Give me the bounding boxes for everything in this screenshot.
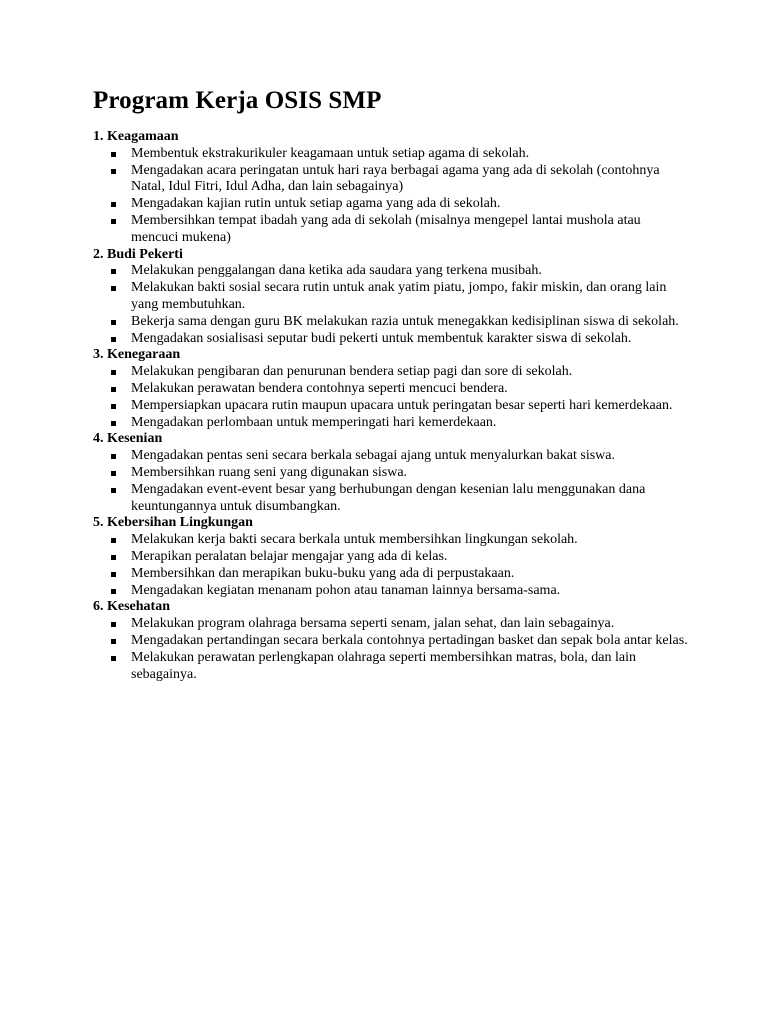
section <box>93 347 688 431</box>
square-bullet-icon <box>111 152 116 157</box>
section <box>93 515 688 599</box>
section-heading: 2. Budi Pekerti <box>93 246 183 262</box>
section <box>93 247 688 348</box>
square-bullet-icon <box>111 572 116 577</box>
list-item <box>93 381 688 398</box>
list-item-text: Melakukan kerja bakti secara berkala untuk membersihkan lingkungan sekolah. <box>131 532 578 548</box>
square-bullet-icon <box>111 538 116 543</box>
section-heading: 5. Kebersihan Lingkungan <box>93 515 253 531</box>
bullet-list <box>93 532 688 599</box>
bullet-list <box>93 263 688 347</box>
section-heading: 3. Kenegaraan <box>93 347 181 363</box>
section-heading: 6. Kesehatan <box>93 599 170 615</box>
list-item <box>93 583 688 600</box>
list-item-text: Melakukan program olahraga bersama seperti senam, jalan sehat, dan lain sebagainya. <box>131 616 615 632</box>
square-bullet-icon <box>111 320 116 325</box>
square-bullet-icon <box>111 219 116 224</box>
section-heading: 4. Kesenian <box>93 431 163 447</box>
list-item <box>93 616 688 633</box>
list-item-text: Mengadakan acara peringatan untuk hari raya berbagai agama yang ada di sekolah (contohnya Natal, Idul Fitri, Idul Adha, dan lain sebagainya) <box>131 162 660 195</box>
list-item <box>93 633 688 650</box>
list-item-text: Membersihkan ruang seni yang digunakan siswa. <box>131 464 408 480</box>
list-item <box>93 650 688 684</box>
list-item <box>93 364 688 381</box>
list-item <box>93 146 688 163</box>
list-item-text: Mengadakan pentas seni secara berkala sebagai ajang untuk menyalurkan bakat siswa. <box>131 448 615 464</box>
list-item-text: Bekerja sama dengan guru BK melakukan razia untuk menegakkan kedisiplinan siswa di sekolah. <box>131 313 679 329</box>
bullet-list <box>93 616 688 683</box>
list-item <box>93 263 688 280</box>
list-item <box>93 213 688 247</box>
list-item <box>93 532 688 549</box>
square-bullet-icon <box>111 337 116 342</box>
list-item <box>93 448 688 465</box>
square-bullet-icon <box>111 370 116 375</box>
square-bullet-icon <box>111 471 116 476</box>
list-item <box>93 398 688 415</box>
section-list <box>93 129 688 683</box>
list-item-text: Mengadakan kegiatan menanam pohon atau tanaman lainnya bersama-sama. <box>131 582 561 598</box>
list-item-text: Mengadakan event-event besar yang berhubungan dengan kesenian lalu menggunakan dana keuntungannya untuk disumbangkan. <box>131 481 646 514</box>
list-item-text: Membersihkan dan merapikan buku-buku yang ada di perpustakaan. <box>131 565 515 581</box>
list-item-text: Mengadakan perlombaan untuk memperingati hari kemerdekaan. <box>131 414 497 430</box>
list-item-text: Mempersiapkan upacara rutin maupun upacara untuk peringatan besar seperti hari kemerdekaan. <box>131 397 673 413</box>
square-bullet-icon <box>111 169 116 174</box>
page-title: Program Kerja OSIS SMP <box>93 87 382 114</box>
list-item-text: Mengadakan pertandingan secara berkala contohnya pertadingan basket dan sepak bola antar kelas. <box>131 632 688 648</box>
list-item <box>93 280 688 314</box>
section <box>93 599 688 683</box>
list-item <box>93 415 688 432</box>
bullet-list <box>93 448 688 515</box>
list-item <box>93 549 688 566</box>
list-item <box>93 163 688 197</box>
square-bullet-icon <box>111 555 116 560</box>
square-bullet-icon <box>111 622 116 627</box>
square-bullet-icon <box>111 488 116 493</box>
list-item-text: Melakukan penggalangan dana ketika ada saudara yang terkena musibah. <box>131 263 542 279</box>
list-item-text: Melakukan perawatan perlengkapan olahraga seperti membersihkan matras, bola, dan lain sebagainya. <box>131 649 636 682</box>
list-item-text: Melakukan bakti sosial secara rutin untuk anak yatim piatu, jompo, fakir miskin, dan orang lain yang membutuhkan. <box>131 280 667 312</box>
section-heading: 1. Keagamaan <box>93 129 179 144</box>
section <box>93 129 688 247</box>
square-bullet-icon <box>111 269 116 274</box>
square-bullet-icon <box>111 202 116 207</box>
list-item <box>93 566 688 583</box>
list-item <box>93 482 688 516</box>
bullet-list <box>93 364 688 431</box>
square-bullet-icon <box>111 421 116 426</box>
square-bullet-icon <box>111 589 116 594</box>
list-item <box>93 465 688 482</box>
list-item-text: Melakukan perawatan bendera contohnya seperti mencuci bendera. <box>131 380 508 396</box>
bullet-list <box>93 146 688 247</box>
square-bullet-icon <box>111 286 116 291</box>
list-item <box>93 196 688 213</box>
square-bullet-icon <box>111 387 116 392</box>
list-item-text: Melakukan pengibaran dan penurunan bendera setiap pagi dan sore di sekolah. <box>131 364 573 380</box>
list-item-text: Membersihkan tempat ibadah yang ada di sekolah (misalnya mengepel lantai mushola atau mencuci mukena) <box>131 212 641 245</box>
square-bullet-icon <box>111 639 116 644</box>
list-item-text: Merapikan peralatan belajar mengajar yang ada di kelas. <box>131 548 448 564</box>
list-item-text: Membentuk ekstrakurikuler keagamaan untuk setiap agama di sekolah. <box>131 145 530 161</box>
list-item-text: Mengadakan kajian rutin untuk setiap agama yang ada di sekolah. <box>131 196 501 212</box>
square-bullet-icon <box>111 656 116 661</box>
square-bullet-icon <box>111 454 116 459</box>
square-bullet-icon <box>111 404 116 409</box>
list-item <box>93 314 688 331</box>
list-item <box>93 331 688 348</box>
list-item-text: Mengadakan sosialisasi seputar budi pekerti untuk membentuk karakter siswa di sekolah. <box>131 330 632 346</box>
section <box>93 431 688 515</box>
